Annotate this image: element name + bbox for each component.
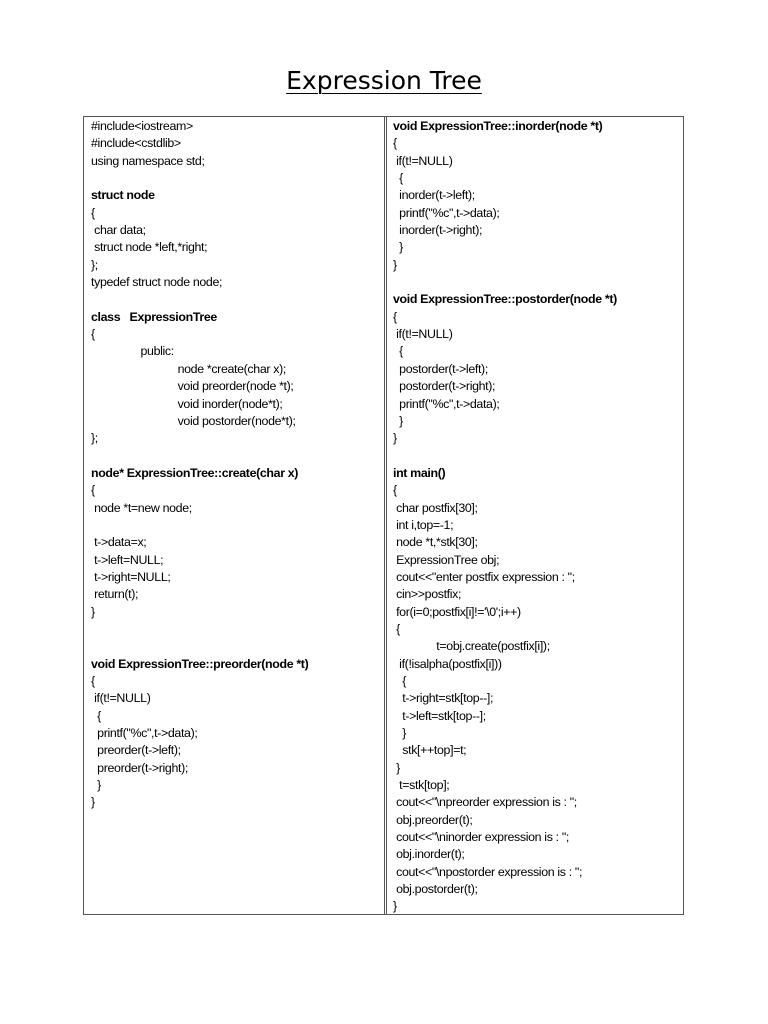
code-line: { bbox=[393, 621, 400, 636]
code-line: postorder(t->left); bbox=[393, 361, 488, 376]
code-line: if(!isalpha(postfix[i])) bbox=[393, 656, 502, 671]
code-line: } bbox=[393, 899, 397, 914]
code-line: class ExpressionTree bbox=[91, 309, 217, 324]
code-line: { bbox=[393, 483, 397, 498]
code-line: void ExpressionTree::preorder(node *t) bbox=[91, 656, 309, 671]
code-line: void postorder(node*t); bbox=[91, 413, 296, 428]
code-line: printf("%c",t->data); bbox=[393, 396, 500, 411]
code-line: obj.inorder(t); bbox=[393, 847, 465, 862]
code-line: { bbox=[91, 674, 95, 688]
code-line: } bbox=[393, 413, 403, 428]
code-line: { bbox=[91, 327, 95, 342]
code-line: #include<iostream> bbox=[91, 119, 193, 133]
code-line: t=obj.create(postfix[i]); bbox=[393, 639, 550, 654]
code-line: }; bbox=[91, 257, 98, 272]
code-line: t->right=stk[top--]; bbox=[393, 691, 494, 706]
code-line: { bbox=[393, 674, 407, 688]
code-line: }; bbox=[91, 431, 98, 446]
code-line bbox=[91, 517, 381, 534]
code-line: } bbox=[393, 760, 400, 775]
code-line: if(t!=NULL) bbox=[393, 327, 453, 342]
code-line: int main() bbox=[393, 465, 446, 480]
code-line bbox=[91, 638, 381, 655]
column-divider bbox=[386, 117, 387, 914]
code-line: struct node *left,*right; bbox=[91, 240, 208, 255]
code-line: preorder(t->right); bbox=[91, 760, 188, 775]
code-line: { bbox=[393, 344, 403, 359]
code-line: inorder(t->right); bbox=[393, 223, 483, 238]
code-line: t->left=stk[top--]; bbox=[393, 708, 486, 723]
code-line: void inorder(node*t); bbox=[91, 396, 283, 411]
code-line: #include<cstdlib> bbox=[91, 136, 181, 151]
code-line: if(t!=NULL) bbox=[393, 153, 453, 168]
code-line: int i,top=-1; bbox=[393, 517, 454, 532]
code-line: using namespace std; bbox=[91, 153, 205, 168]
code-line: stk[++top]=t; bbox=[393, 743, 467, 758]
code-line: printf("%c",t->data); bbox=[91, 726, 198, 741]
code-line: } bbox=[393, 726, 407, 741]
code-line: obj.postorder(t); bbox=[393, 882, 478, 897]
code-line: { bbox=[91, 483, 95, 498]
code-line: char postfix[30]; bbox=[393, 500, 478, 515]
code-line: printf("%c",t->data); bbox=[393, 205, 500, 220]
code-line: } bbox=[91, 778, 101, 793]
code-line: if(t!=NULL) bbox=[91, 691, 151, 706]
code-line: cout<<"enter postfix expression : "; bbox=[393, 569, 575, 584]
code-line: } bbox=[393, 431, 397, 446]
code-table bbox=[83, 116, 684, 915]
code-line: for(i=0;postfix[i]!='\0';i++) bbox=[393, 604, 521, 619]
code-line: } bbox=[91, 604, 95, 619]
code-line: node *create(char x); bbox=[91, 361, 286, 376]
code-line bbox=[91, 448, 381, 465]
code-line bbox=[91, 621, 381, 638]
code-line: { bbox=[91, 708, 101, 723]
code-line: } bbox=[393, 240, 403, 255]
code-line: ExpressionTree obj; bbox=[393, 552, 500, 567]
code-line bbox=[393, 274, 681, 291]
page-title-text: Expression Tree bbox=[286, 66, 482, 95]
code-line: struct node bbox=[91, 188, 155, 203]
code-column-right bbox=[393, 118, 681, 916]
code-line bbox=[393, 448, 681, 465]
code-line: } bbox=[393, 257, 397, 272]
code-line: t->right=NULL; bbox=[91, 569, 171, 584]
code-line: } bbox=[91, 795, 95, 810]
code-line: return(t); bbox=[91, 587, 139, 602]
code-line: cin>>postfix; bbox=[393, 587, 462, 602]
code-line: inorder(t->left); bbox=[393, 188, 475, 203]
code-line: t->data=x; bbox=[91, 535, 147, 550]
code-line: node* ExpressionTree::create(char x) bbox=[91, 465, 299, 480]
code-line: char data; bbox=[91, 223, 146, 238]
code-line: t=stk[top]; bbox=[393, 778, 450, 793]
code-line: obj.preorder(t); bbox=[393, 812, 473, 827]
code-line: node *t=new node; bbox=[91, 500, 192, 515]
code-line: { bbox=[393, 136, 397, 151]
code-line: preorder(t->left); bbox=[91, 743, 181, 758]
code-line: cout<<"\ninorder expression is : "; bbox=[393, 830, 569, 845]
code-line: typedef struct node node; bbox=[91, 275, 223, 290]
code-line: { bbox=[393, 171, 403, 186]
page-title bbox=[0, 64, 768, 98]
code-line: void ExpressionTree::inorder(node *t) bbox=[393, 119, 603, 133]
code-line: { bbox=[91, 205, 95, 220]
column-divider bbox=[384, 117, 385, 914]
code-line: cout<<"\npostorder expression is : "; bbox=[393, 864, 583, 879]
code-line: void preorder(node *t); bbox=[91, 379, 294, 394]
code-line bbox=[91, 291, 381, 308]
code-line bbox=[91, 170, 381, 187]
code-column-left bbox=[91, 118, 381, 812]
code-line: postorder(t->right); bbox=[393, 379, 496, 394]
code-line: void ExpressionTree::postorder(node *t) bbox=[393, 292, 617, 307]
code-line: cout<<"\npreorder expression is : "; bbox=[393, 795, 577, 810]
code-line: { bbox=[393, 309, 397, 324]
code-line: public: bbox=[91, 344, 174, 359]
code-line: t->left=NULL; bbox=[91, 552, 164, 567]
code-line: node *t,*stk[30]; bbox=[393, 535, 478, 550]
